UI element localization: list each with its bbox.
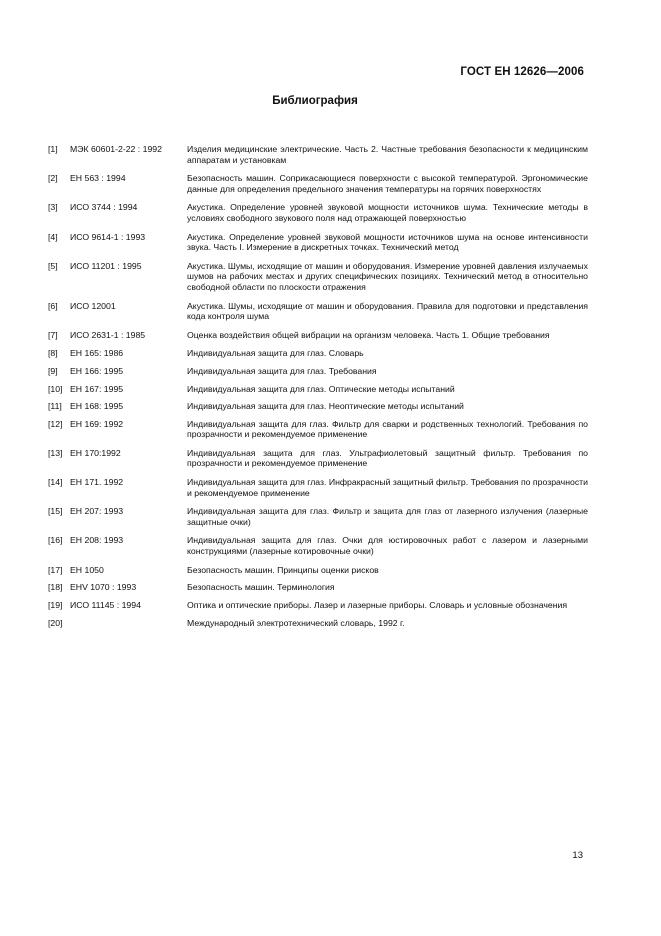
entry-number: [16]	[48, 535, 63, 546]
entry-number: [10]	[48, 383, 63, 394]
entry-reference: ЕН 208: 1993	[70, 535, 124, 546]
bibliography-entry	[48, 232, 588, 253]
bibliography-entry	[48, 401, 588, 412]
entry-description: Оптика и оптические приборы. Лазер и лазерные приборы. Словарь и условные обозначения	[187, 599, 568, 610]
entry-number: [19]	[48, 599, 63, 610]
entry-reference: МЭК 60601-2-22 : 1992	[70, 144, 162, 154]
entry-reference: ЕН 171. 1992	[70, 477, 124, 488]
entry-number: [18]	[48, 582, 63, 593]
entry-description: Индивидуальная защита для глаз. Оптические методы испытаний	[187, 383, 455, 394]
entry-description: Акустика. Шумы, исходящие от машин и оборудования. Правила для подготовки и представления кода контроля шума	[187, 300, 588, 322]
entry-number: [14]	[48, 477, 63, 488]
bibliography-entry	[48, 618, 588, 629]
bibliography-entry	[48, 582, 588, 593]
entry-description: Индивидуальная защита для глаз. Очки для юстировочных работ с лазером и лазерными конструкциями (лазерные котировочные очки)	[187, 535, 588, 557]
entry-description: Безопасность машин. Принципы оценки рисков	[187, 564, 379, 575]
page-title: Библиография	[272, 95, 358, 107]
bibliography-entry	[48, 565, 588, 576]
entry-description: Акустика. Определение уровней звуковой мощности источников шума. Технические методы в условиях свободного звукового поля над отражающей поверхностью	[187, 202, 588, 223]
entry-number: [15]	[48, 506, 63, 517]
entry-description: Индивидуальная защита для глаз. Инфракрасный защитный фильтр. Требования по прозрачности и рекомендуемое применение	[187, 477, 588, 498]
entry-reference: ЕН 1050	[70, 564, 104, 575]
entry-reference: ИСО 2631-1 : 1985	[70, 329, 146, 340]
entry-number: [4]	[48, 231, 58, 242]
entry-description: Индивидуальная защита для глаз. Ультрафиолетовый защитный фильтр. Требования по прозрачности и рекомендуемое применение	[187, 447, 588, 469]
entry-number: [17]	[48, 564, 63, 575]
entry-number: [13]	[48, 447, 63, 458]
entry-reference: ЕН 169: 1992	[70, 418, 124, 429]
entry-reference: ЕН 563 : 1994	[70, 173, 126, 184]
document-code: ГОСТ ЕН 12626—2006	[460, 66, 584, 78]
bibliography-entry	[48, 384, 588, 395]
entry-number: [1]	[48, 144, 58, 154]
bibliography-entry	[48, 366, 588, 377]
entry-description: Изделия медицинские электрические. Часть 2. Частные требования безопасности к медицинским аппаратам и установкам	[187, 144, 588, 165]
bibliography-entry	[48, 144, 588, 165]
bibliography-entry	[48, 448, 588, 469]
bibliography-list	[48, 144, 588, 629]
entry-description: Индивидуальная защита для глаз. Фильтр и защита для глаз от лазерного излучения (лазерные защитные очки)	[187, 506, 588, 527]
entry-description: Индивидуальная защита для глаз. Фильтр для сварки и родственных технологий. Требования по прозрачности и рекомендуемое применение	[187, 418, 588, 440]
entry-reference: ЕН 167: 1995	[70, 383, 124, 394]
bibliography-entry	[48, 330, 588, 341]
bibliography-entry	[48, 419, 588, 440]
entry-description: Акустика. Определение уровней звуковой мощности источников шума на основе интенсивности звука. Часть I. Измерение в дискретных точках. Технический метод	[187, 231, 588, 253]
entry-description: Индивидуальная защита для глаз. Словарь	[187, 348, 364, 359]
entry-number: [8]	[48, 348, 58, 359]
entry-description: Международный электротехнический словарь, 1992 г.	[187, 618, 405, 629]
entry-description: Индивидуальная защита для глаз. Неоптические методы испытаний	[187, 401, 464, 412]
bibliography-entry	[48, 202, 588, 223]
entry-reference: ЕН 168: 1995	[70, 401, 124, 412]
bibliography-entry	[48, 600, 588, 611]
entry-reference: ИСО 3744 : 1994	[70, 202, 138, 213]
bibliography-entry	[48, 348, 588, 359]
entry-number: [9]	[48, 365, 58, 376]
entry-reference: ЕН 165: 1986	[70, 348, 124, 359]
entry-number: [3]	[48, 202, 58, 213]
entry-description: Оценка воздействия общей вибрации на организм человека. Часть 1. Общие требования	[187, 329, 550, 340]
entry-reference: ЕН 166: 1995	[70, 365, 124, 376]
bibliography-entry	[48, 506, 588, 527]
entry-number: [5]	[48, 260, 58, 271]
entry-reference: ЕН 207: 1993	[70, 506, 124, 517]
entry-description: Акустика. Шумы, исходящие от машин и оборудования. Измерение уровней давления излучаемых шумов на рабочих местах и других специфических позициях. Технический метод в относительно свободной области по плоскости отражения	[187, 260, 588, 292]
entry-number: [6]	[48, 300, 58, 311]
entry-reference: ИСО 12001	[70, 300, 116, 311]
entry-description: Безопасность машин. Терминология	[187, 582, 335, 593]
page-number: 13	[572, 850, 583, 861]
entry-description: Безопасность машин. Соприкасающиеся поверхности с высокой температурой. Эргономические данные для определения предельного значения температуры на горячих поверхностях	[187, 173, 588, 194]
entry-description: Индивидуальная защита для глаз. Требования	[187, 365, 377, 376]
bibliography-entry	[48, 261, 588, 293]
entry-reference: ИСО 11201 : 1995	[70, 260, 142, 271]
bibliography-entry	[48, 535, 588, 556]
entry-number: [12]	[48, 418, 63, 429]
entry-reference: ЕНV 1070 : 1993	[70, 582, 137, 593]
entry-number: [11]	[48, 401, 62, 412]
entry-reference: ЕН 170:1992	[70, 447, 121, 458]
entry-number: [2]	[48, 173, 58, 184]
bibliography-entry	[48, 477, 588, 498]
bibliography-entry	[48, 173, 588, 194]
entry-number: [7]	[48, 329, 58, 340]
bibliography-entry	[48, 301, 588, 322]
entry-reference: ИСО 9614-1 : 1993	[70, 231, 146, 242]
entry-reference: ИСО 11145 : 1994	[70, 599, 141, 610]
entry-number: [20]	[48, 618, 63, 629]
